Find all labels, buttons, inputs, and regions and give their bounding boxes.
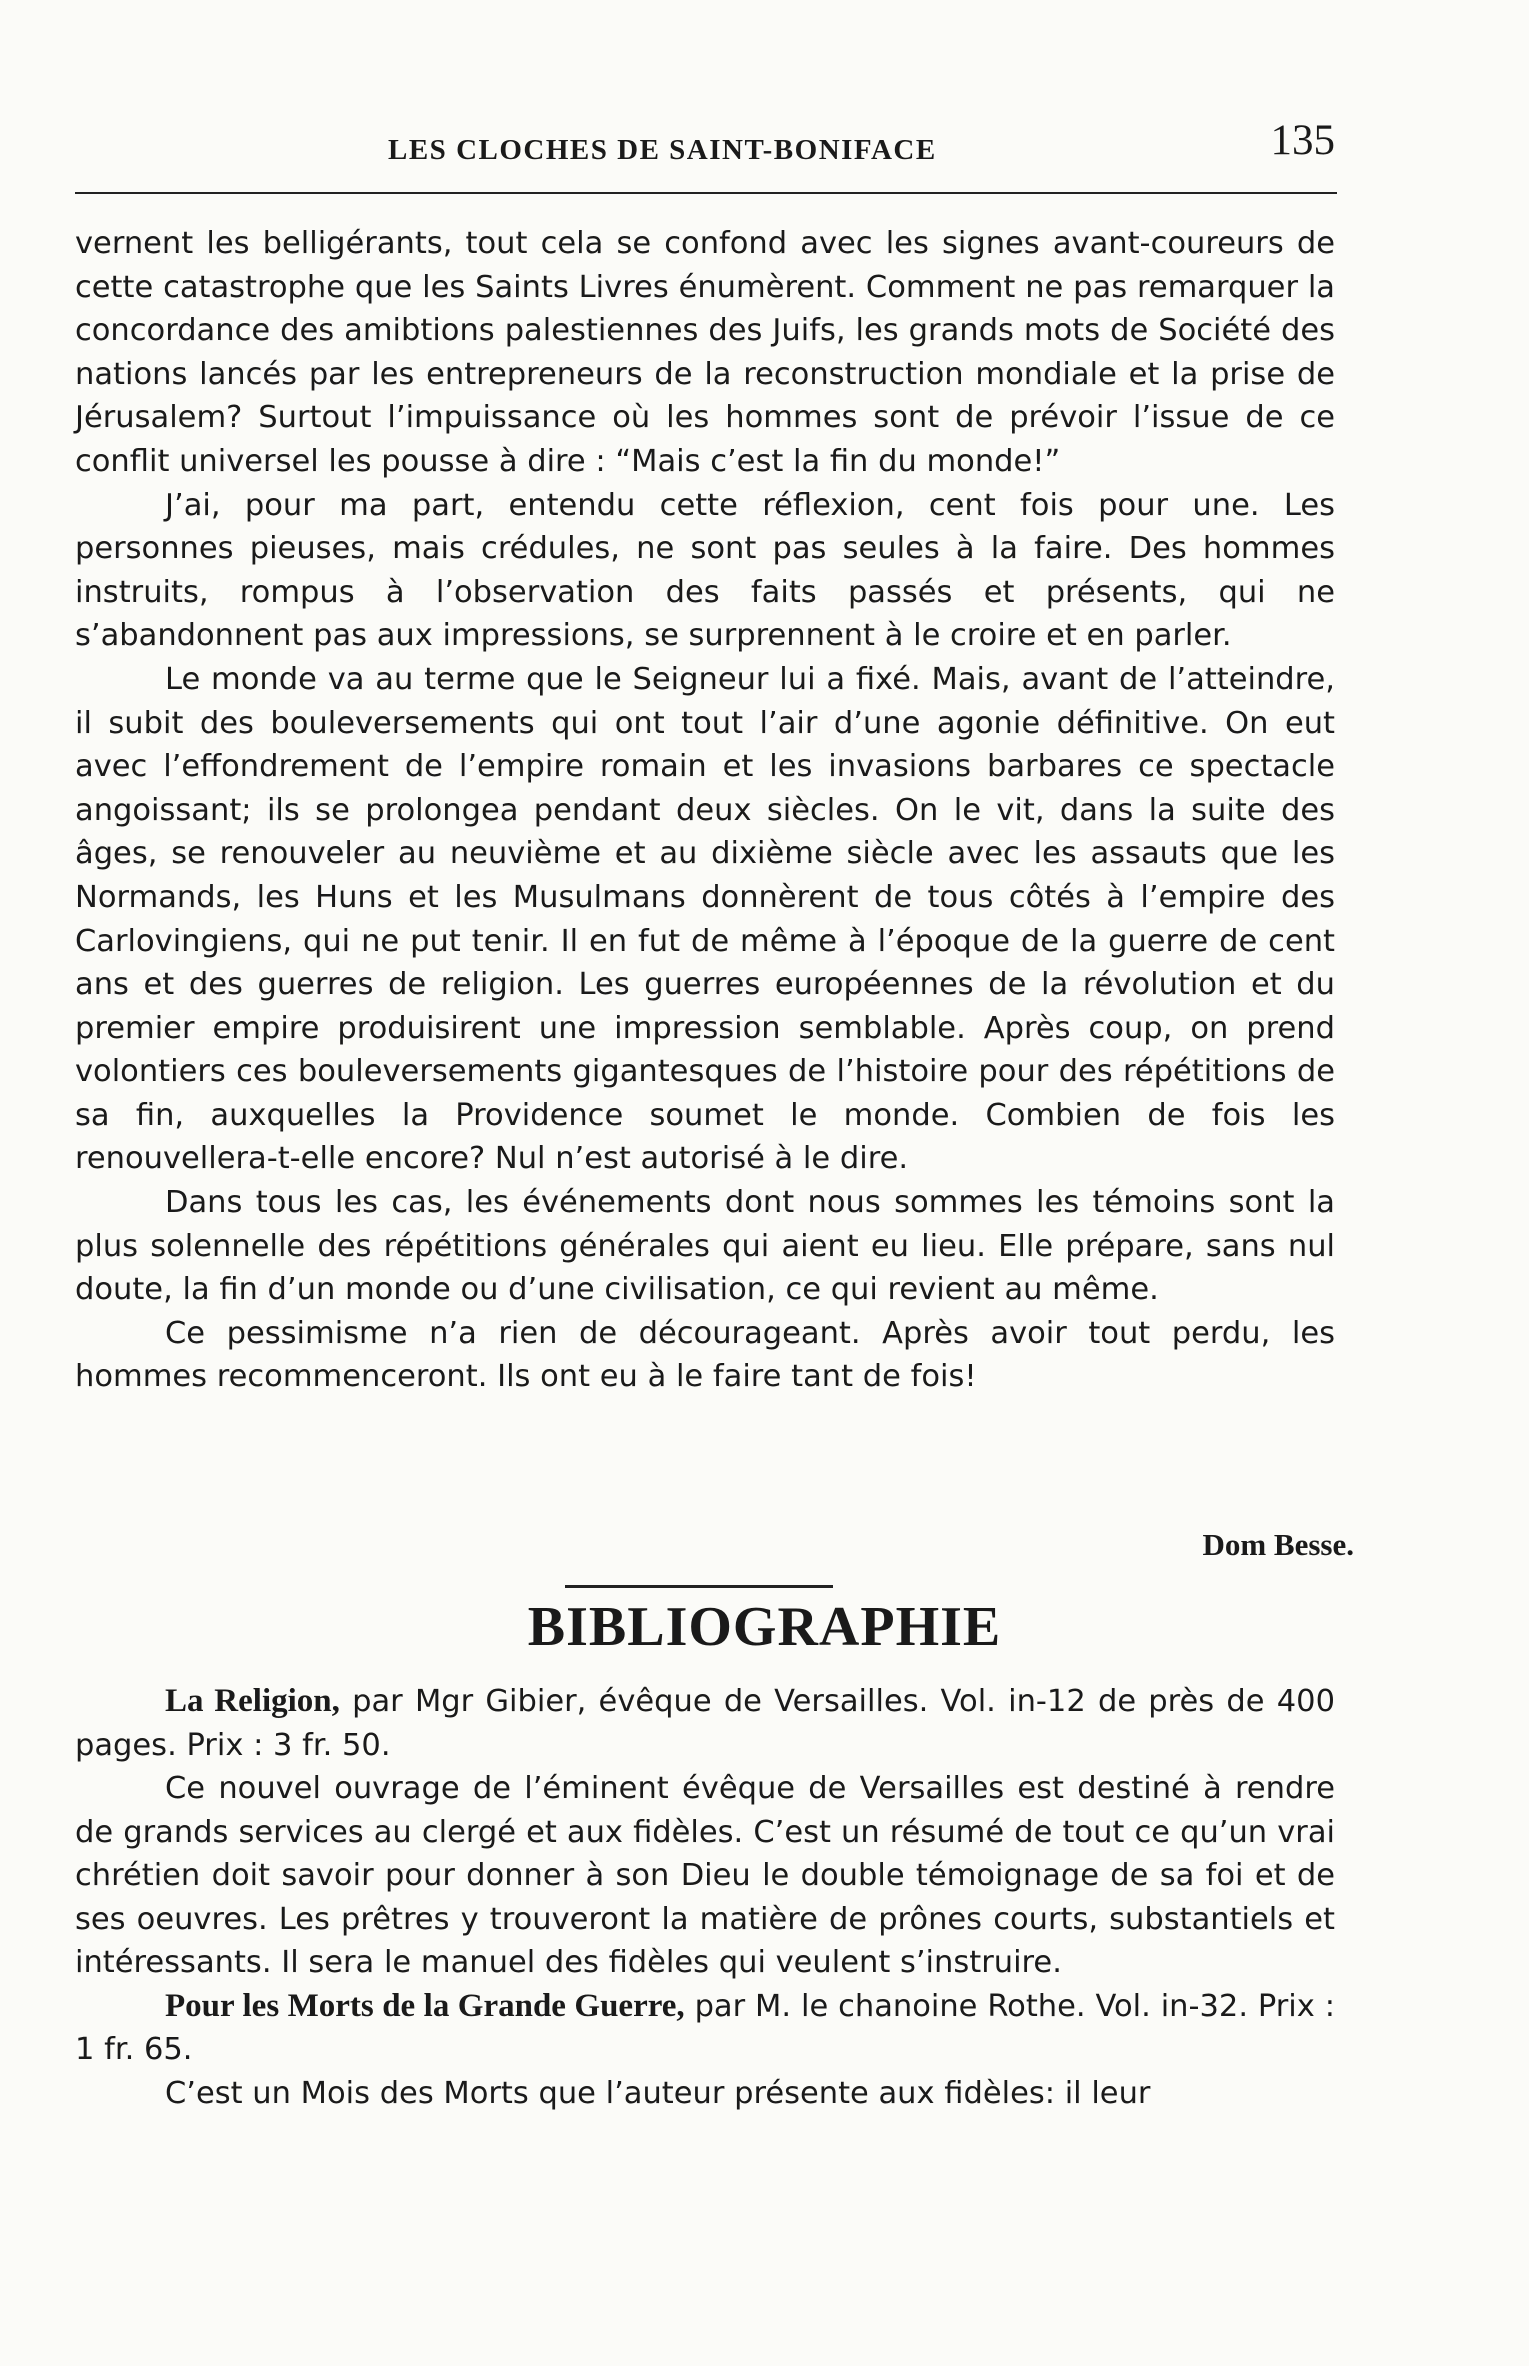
book-title: La Religion, [165, 1683, 340, 1719]
book-citation: par M. le chanoine Rothe. Vol. in-32. Prix : 1 fr. 65. [75, 1988, 1336, 2067]
bibliography-entry [75, 1985, 1335, 2072]
article-body [75, 222, 1335, 1399]
page-number: 135 [1270, 117, 1335, 164]
author-signature: Dom Besse. [1202, 1527, 1354, 1562]
page-header [75, 112, 1335, 172]
header-rule [75, 192, 1337, 194]
book-title: Pour les Morts de la Grande Guerre, [165, 1987, 685, 2024]
section-rule [565, 1585, 833, 1588]
paragraph: Dans tous les cas, les événements dont nous sommes les témoins sont la plus solennelle des répétitions générales qui aient eu lieu. Elle prépare, sans nul doute, la fin d’un monde ou d’une civilisation, ce qui revient au même. [75, 1185, 1335, 1308]
paragraph: Ce pessimisme n’a rien de décourageant. Après avoir tout perdu, les hommes recommenceront. Ils ont eu à le faire tant de fois! [75, 1315, 1335, 1395]
book-review: Ce nouvel ouvrage de l’éminent évêque de Versailles est destiné à rendre de grands services au clergé et aux fidèles. C’est un résumé de tout ce qu’un vrai chrétien doit savoir pour donner à son Dieu le double témoignage de sa foi et de ses oeuvres. Les prêtres y trouveront la matière de prônes courts, substantiels et intéressants. Il sera le manuel des fidèles qui veulent s’instruire. [75, 1771, 1335, 1980]
book-citation: par Mgr Gibier, évêque de Versailles. Vol. in-12 de près de 400 pages. Prix : 3 fr. 50. [75, 1684, 1335, 1763]
paragraph: Le monde va au terme que le Seigneur lui a fixé. Mais, avant de l’atteindre, il subit des bouleversements qui ont tout l’air d’une agonie définitive. On eut avec l’effondrement de l’empire romain et les invasions barbares ce spectacle angoissant; ils se prolongea pendant deux siècles. On le vit, dans la suite des âges, se renouveler au neuvième et au dixième siècle avec les assauts que les Normands, les Huns et les Musulmans donnèrent de tous côtés à l’empire des Carlovingiens, qui ne put tenir. Il en fut de même à l’époque de la guerre de cent ans et des guerres de religion. Les guerres européennes de la révolution et du premier empire produisirent une impression semblable. Après coup, on prend volontiers ces bouleversements gigantesques de l’histoire pour des répétitions de sa fin, auxquelles la Providence soumet le monde. Combien de fois les renouvellera-t-elle encore? Nul n’est autorisé à le dire. [75, 661, 1335, 1177]
paragraph: vernent les belligérants, tout cela se confond avec les signes avant-coureurs de cette catastrophe que les Saints Livres énumèrent. Comment ne pas remarquer la concordance des amibtions palestiennes des Juifs, les grands mots de Société des nations lancés par les entrepreneurs de la reconstruction mondiale et la prise de Jérusalem? Surtout l’impuissance où les hommes sont de prévoir l’issue de ce conflit universel les pousse à dire : “Mais c’est la fin du monde!” [75, 226, 1335, 479]
book-review: C’est un Mois des Morts que l’auteur présente aux fidèles: il leur [165, 2075, 1151, 2111]
bibliography-section [75, 1680, 1335, 2115]
bibliography-entry [75, 1680, 1335, 1767]
section-title: BIBLIOGRAPHIE [527, 1596, 1002, 1658]
running-title: LES CLOCHES DE SAINT-BONIFACE [388, 134, 937, 166]
paragraph: J’ai, pour ma part, entendu cette réflexion, cent fois pour une. Les personnes pieuses, mais crédules, ne sont pas seules à la faire. Des hommes instruits, rompus à l’observation des faits passés et présents, qui ne s’abandonnent pas aux impressions, se surprennent à le croire et en parler. [75, 487, 1335, 654]
